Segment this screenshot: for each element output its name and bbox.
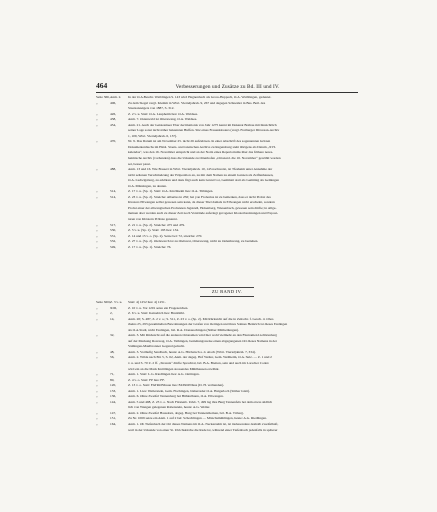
entry-page-label: „ [96, 239, 98, 244]
correction-entry [96, 355, 358, 372]
entry-reference: 530, [110, 228, 117, 233]
entry-reference: 14, [110, 316, 115, 321]
entry-reference: 80, [110, 377, 115, 382]
entry-reference: 133, [110, 388, 117, 393]
corrections-band-iii [96, 95, 358, 250]
entry-reference: 517, [110, 222, 117, 227]
correction-entry [96, 167, 358, 189]
entry-reference: 514, [110, 189, 117, 194]
entry-page-label: „ [96, 399, 98, 404]
entry-text: Z. 13 v. o. Statt: FATRONIssua lies: FATRONIsus (D. H. verbunden). [128, 383, 225, 388]
entry-reference: Anm. 2. [110, 95, 122, 99]
entry-reference: 164, [110, 422, 117, 427]
entry-text: Anm. 2. Wilde nach Bd. 5, S. 62, Anm. der dageg. Hof Weiler, Gem. Weilheim, O.A. Sulz. — Z. 1 und 2 v. u. und S. 70 Z. 2 ff. „Strassla“ dürfte Sprachtal, bzl. B.A. Bretten, sein und auch im Lorscher Codex wird ein an die Mark Knittlingen stossendes Mühlhausen erwähnt. [128, 355, 272, 371]
entry-reference: 48, [110, 349, 115, 354]
entry-page-label: „ [96, 189, 98, 194]
entry-page-label: „ [96, 333, 98, 338]
entry-text: Anm. 3. Vorläufig Sandbach, heute: A.G. Hörbatsch a. d. Aisch (Wbrt. Vierteljahrsh. 7, 334). [128, 349, 256, 354]
entry-page-label: „ [96, 305, 98, 310]
entry-reference: 470, [110, 139, 117, 144]
entry-page-label: „ [96, 311, 98, 316]
entry-reference: 532, [110, 239, 117, 244]
entry-text: Z. 23 v. u. (Sp. 2). Streiche: Albertus in 256; bei yon Froberius ist zu bemerken, dass er nicht Probst des Klosters Ellwangen selbst gewesen sein kann, da dieser Titel damals in Ellwangen nicht erscheint, sondern Probst einer der ellwangischen Probsteien Jagstzell, Hohenberg, Wiesenbach, gewesen sein dürfte; in Allge- meinen aber werden auch zu dieser Zeit noch Vorstände auferlegt gevogener Klosterbesitzungen und Exposi- turen von Klöstern Pröbste genannt. [128, 194, 279, 222]
entry-page-label: „ [96, 167, 98, 172]
header-rule [96, 92, 358, 93]
section-rule-top [200, 287, 254, 288]
entry-page-label: „ [96, 388, 98, 393]
entry-page-label: Seite 366, [96, 95, 110, 99]
entry-reference: 71, [110, 372, 115, 377]
entry-reference: 144, [110, 399, 117, 404]
entry-reference: 549, [110, 244, 117, 249]
entry-page-label: „ [96, 244, 98, 249]
entry-page-label: „ [96, 194, 98, 199]
entry-text: Anm. 5 und 498, Z. 23 v. o. Nach Fürstenb. Urkb. 7, 499 lag ihre Burg Tannenfels bei dem etwas südlich lich von Wangen gelegenen Rabenstein, heute: A.G. Weiler. [128, 399, 273, 410]
entry-page-label: „ [96, 372, 98, 377]
entry-page-label: „ [96, 394, 98, 399]
entry-text: Anm. 1. Statt: L.G. Riedlingen lies: A.G. Oettingen. [128, 372, 200, 377]
entry-page-label: „ [96, 100, 98, 105]
entry-reference: 147, [110, 410, 117, 415]
entry-reference: Z. 3 v. u. [110, 300, 123, 304]
correction-entry [96, 245, 358, 251]
correction-entry [96, 422, 358, 433]
entry-page-label: „ [96, 410, 98, 415]
entry-reference: 514, [110, 194, 117, 199]
entry-page-label: „ [96, 377, 98, 382]
correction-entry [96, 333, 358, 350]
correction-entry [96, 101, 358, 112]
entry-text: Z. 21 v. u. (Sp. 2). Streiche: 475 und 479. [128, 222, 185, 227]
entry-page-label: „ [96, 122, 98, 127]
entry-text: Z. 27 v. u. (Sp. 2). Otelswerch ist zu Otelswar, Otterswang, nicht zu Oelenhwang, zu beziehen. [128, 239, 259, 244]
entry-reference: 426, [110, 111, 117, 116]
entry-reference: 32, [110, 333, 115, 338]
entry-text: Z. 14 und 15 v. o. (Sp. 2). Setze bei: 72, streiche: 270. [128, 233, 203, 238]
entry-page-label: „ [96, 316, 98, 321]
entry-text: Anm. 21. Auch der Geistesmeer Eber decimationis von Jahr 1275 kennt im Dekanat Bothau mit hinsichtlich seiner Lage sonst nicht näher bekannten Huffen. Sitz eines Frauenklosters (vergl. Freiburger Diöcesan-Archiv 1, 109, Wbrt. Vierteljahrsh. 6, 137). [128, 122, 280, 138]
entry-text: In der O.A.Beschr. Waiblingen S. 143 wird Hegnenbach als Gross-Heppach, O.A. Waiblingen, gedeutet. [128, 95, 272, 99]
entry-text: Statt: 4) 1252 lies: 4) 1251. [128, 300, 166, 304]
entry-page-label: „ [96, 111, 98, 116]
entry-reference: 454, [110, 122, 117, 127]
entry-reference: 406, [110, 100, 117, 105]
section-rule-bottom [200, 296, 254, 297]
entry-text: Zu Nr. 1069 setze ein Anm. 1 auf 2 bei: Schechlingen — Mönchsmühlingen, heute: A.G. Riedlingen. [128, 416, 267, 421]
corrections-band-iv [96, 300, 358, 433]
entry-page-label: „ [96, 222, 98, 227]
correction-entry [96, 139, 358, 167]
entry-reference: XIII, [110, 305, 117, 310]
entry-text: Z. 4 v. o. Statt: FP lies: FF. [128, 377, 165, 382]
entry-text: Anm. 1. Ob Tiefenbach der Ort dieses Namens im O.A. Neckarsulm ist, ist insbesondere deshalb zweifelhaft, weil in der Urkunde von einer St. Ulrichskirche die Rede ist, während einer Tiefenbach jedenfalls in späterer [128, 422, 279, 432]
entry-reference: 531, [110, 233, 117, 238]
entry-text: Anm. 13 und 16. Wie Bossert in Wbrt. Vierteljahrsh. 10, 145 nachweist, ist Tfesheim unter Annahme der nicht seltenen Verschmelzung der Präposition an, zu mit dem Namen zu einem Ganzen als Zeiflenhausen, O.A. Ludwigsburg, zu erklären und dazu fügt auch kein Grund vor, Gemmatt statt als Gemünig als Gemingen O.A. Münsingen, zu deuten. [128, 167, 280, 188]
correction-entry [96, 400, 358, 411]
correction-entry [96, 195, 358, 223]
entry-page-label: „ [96, 233, 98, 238]
entry-text: Anm. 1. Lies: Weilerstein, Gem. Fischingen, bisherreder O.A. Haigerloch (Stüber Glatt). [128, 388, 251, 393]
entry-reference: 151, [110, 416, 117, 421]
entry-reference: 438, [110, 117, 117, 122]
entry-reference: 488, [110, 167, 117, 172]
entry-text: Z. 17 v. u. (Sp. 1). Streiche: 76. [128, 244, 172, 249]
correction-entry [96, 123, 358, 140]
entry-page-label: „ [96, 422, 98, 427]
entry-text: Z. 2 v. u. Statt: O.A. Laupheim lies: O.A. Waldsee. [128, 111, 198, 116]
entry-text: Anm. 7. Ostenwald ist Otterswang, O.A. Waldsee. [128, 117, 198, 122]
entry-page-label: „ [96, 383, 98, 388]
entry-text: Anm. 2. Ohne Zweifel Hausdorn, abgeg. Burg bei Tannenthomen, bzl. B.A. Triberg. [128, 410, 244, 415]
entry-page-label: „ [96, 349, 98, 354]
page-header [96, 81, 358, 91]
entry-text: Zu dem Siegel vergl. Klemm in Wbrt. Vierteljahrsh. 9, 267 und dagegen Schneider in Bes. Beil. des Staatsanzeigers von 1887, S. 312. [128, 100, 266, 111]
entry-text: Z. 6 v. u. Statt: Keinebich lies: Brunbühl. [128, 311, 185, 316]
entry-reference: 120, [110, 383, 117, 388]
entry-text: Z. 5 v. u. (Sp. 1). Statt: 193 lies: 134. [128, 228, 179, 233]
running-title: Verbesserungen und Zusätze zu Bd. III und IV. [175, 84, 280, 90]
entry-page-label: „ [96, 228, 98, 233]
entry-text: Anm. 6. Ohne Zweifel Tannenberg bei Bühlerthann, O.A. Ellwangen. [128, 394, 224, 399]
entry-page-label: „ [96, 117, 98, 122]
entry-reference: 56, [110, 355, 115, 360]
entry-text: Anm. 20; S. 487, Z. 2 v. o.; S. 511, Z. 23 v. o. (Sp. 2). Mit Rücksicht auf die in Zeitschr. f. Gesch. d. Ober- rheins 25, 293 gesammelten Bewohnungen der Grafen von Oetingen und ihres Sohnes Heinrich ist dieses Esslingen als O.A.Stadt, nicht Esslingen, bzl. R.A. Donauschingen (Stüber Mittheilungen). [128, 316, 288, 332]
entry-text: Nr. 9. Das Datum ist am November 25. nicht 26 aufzulösen. In einer Abschrift des sogenannten Gritzen Dokumentenbuchs im Hztsl. Staats- und tanzischen Archivs zu Regensburg steht übrigens als Datum „XVI. kalendas“, was den 16. November entspricht und an der Notiz eines Repertoriums über das frühere neres- heimische Archiv (vorhanden) dass die Urkunde zu Ottenhofen „Ortonard. die 16. November“ gewählt worden sei, besser passt. [128, 139, 281, 166]
entry-text: Anm. 3. Mit Rücksicht auf die anderen Ortsnamen wird hier wohl vielmehr an den Flurnamen Liebbrunberg auf der Markung Rosswag, O.A. Vaihingen, beziehungsweise einen abgegangenen Ort dieses Namens in der Vaihingen-Maulbronner Gegend gedacht. [128, 333, 277, 349]
entry-text: Z. 17 v. u. (Sp. 1). Statt: O.A. Kirchheim lies: O.A. Tübingen. [128, 189, 214, 194]
entry-page-label: „ [96, 355, 98, 360]
page-number: 464 [96, 81, 108, 90]
entry-reference: 2, [110, 311, 113, 316]
correction-entry [96, 317, 358, 334]
entry-reference: 136, [110, 394, 117, 399]
entry-page-label: „ [96, 139, 98, 144]
entry-page-label: „ [96, 416, 98, 421]
entry-text: Z. 10 v. u. Vor 1201 setze ein Fragezeichen. [128, 305, 189, 310]
section-heading: ZU BAND IV. [211, 289, 243, 294]
entry-page-label: Seite XIII, [96, 300, 111, 304]
